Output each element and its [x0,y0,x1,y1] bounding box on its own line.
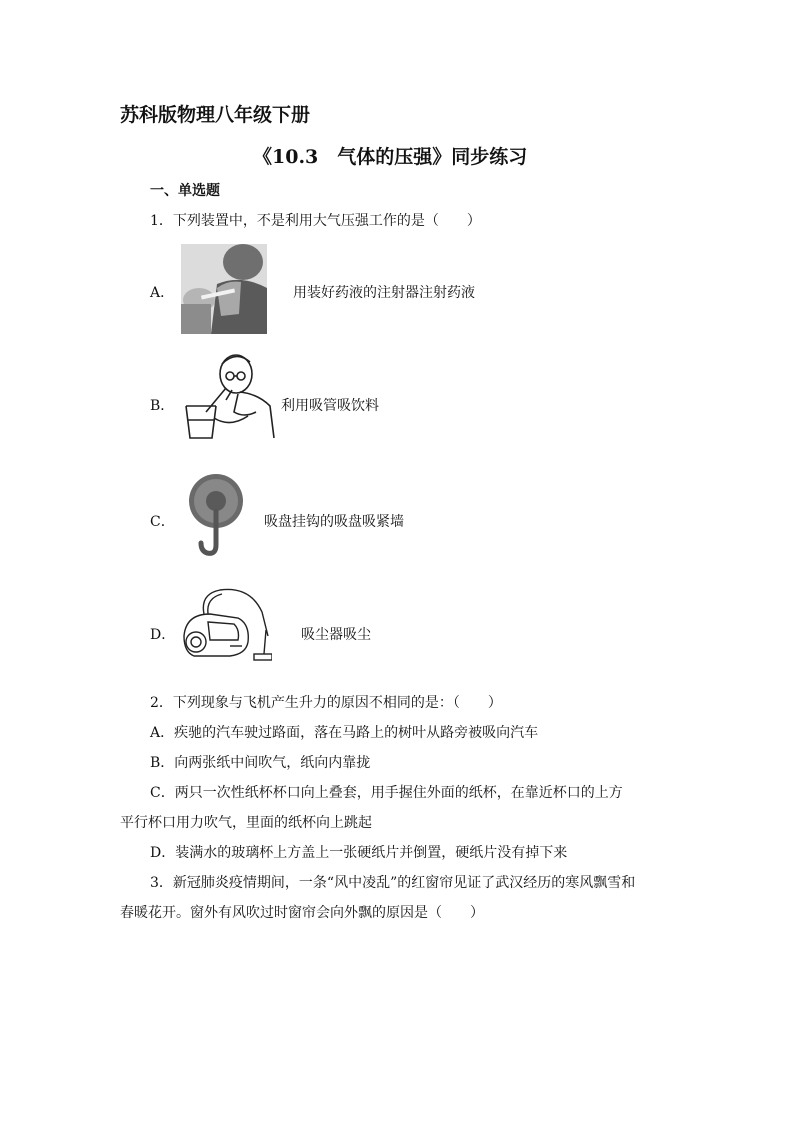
q2-option-b: B．向两张纸中间吹气，纸向内靠拢 [150,755,371,771]
series-title: 苏科版物理八年级下册 [120,104,311,126]
q1-option-d-text: 吸尘器吸尘 [301,627,371,643]
q3-stem-line1: 3．新冠肺炎疫情期间，一条“风中凌乱”的红窗帘见证了武汉经历的寒风飘雪和 [150,875,636,891]
q1-option-b-text: 利用吸管吸饮料 [281,398,379,414]
q2-option-c-line1: C．两只一次性纸杯杯口向上叠套，用手握住外面的纸杯，在靠近杯口的上方 [150,785,623,801]
q1-option-a-text: 用装好药液的注射器注射药液 [293,285,475,301]
q2-option-c-line2: 平行杯口用力吹气，里面的纸杯向上跳起 [120,815,372,831]
q2-option-a: A．疾驰的汽车驶过路面，落在马路上的树叶从路旁被吸向汽车 [150,725,539,741]
q2-option-d: D．装满水的玻璃杯上方盖上一张硬纸片并倒置，硬纸片没有掉下来 [150,845,568,861]
q1-option-c-text: 吸盘挂钩的吸盘吸紧墙 [264,514,404,530]
suction-hook-photo [187,471,245,557]
vacuum-cleaner-drawing [180,584,272,670]
q1-option-d-letter: D． [150,627,176,643]
q1-option-c-letter: C． [150,514,175,530]
lesson-title: 《10.3 气体的压强》同步练习 [253,146,528,168]
q1-option-a-letter: A． [150,285,175,301]
drinking-straw-drawing [178,350,278,442]
injection-photo [181,244,267,334]
q1-stem: 1．下列装置中，不是利用大气压强工作的是（ ） [150,213,481,229]
section-heading-single-choice: 一、单选题 [150,183,220,199]
q3-stem-line2: 春暖花开。窗外有风吹过时窗帘会向外飘的原因是（ ） [120,905,484,921]
q2-stem: 2．下列现象与飞机产生升力的原因不相同的是：（ ） [150,695,502,711]
q1-option-b-letter: B． [150,398,175,414]
